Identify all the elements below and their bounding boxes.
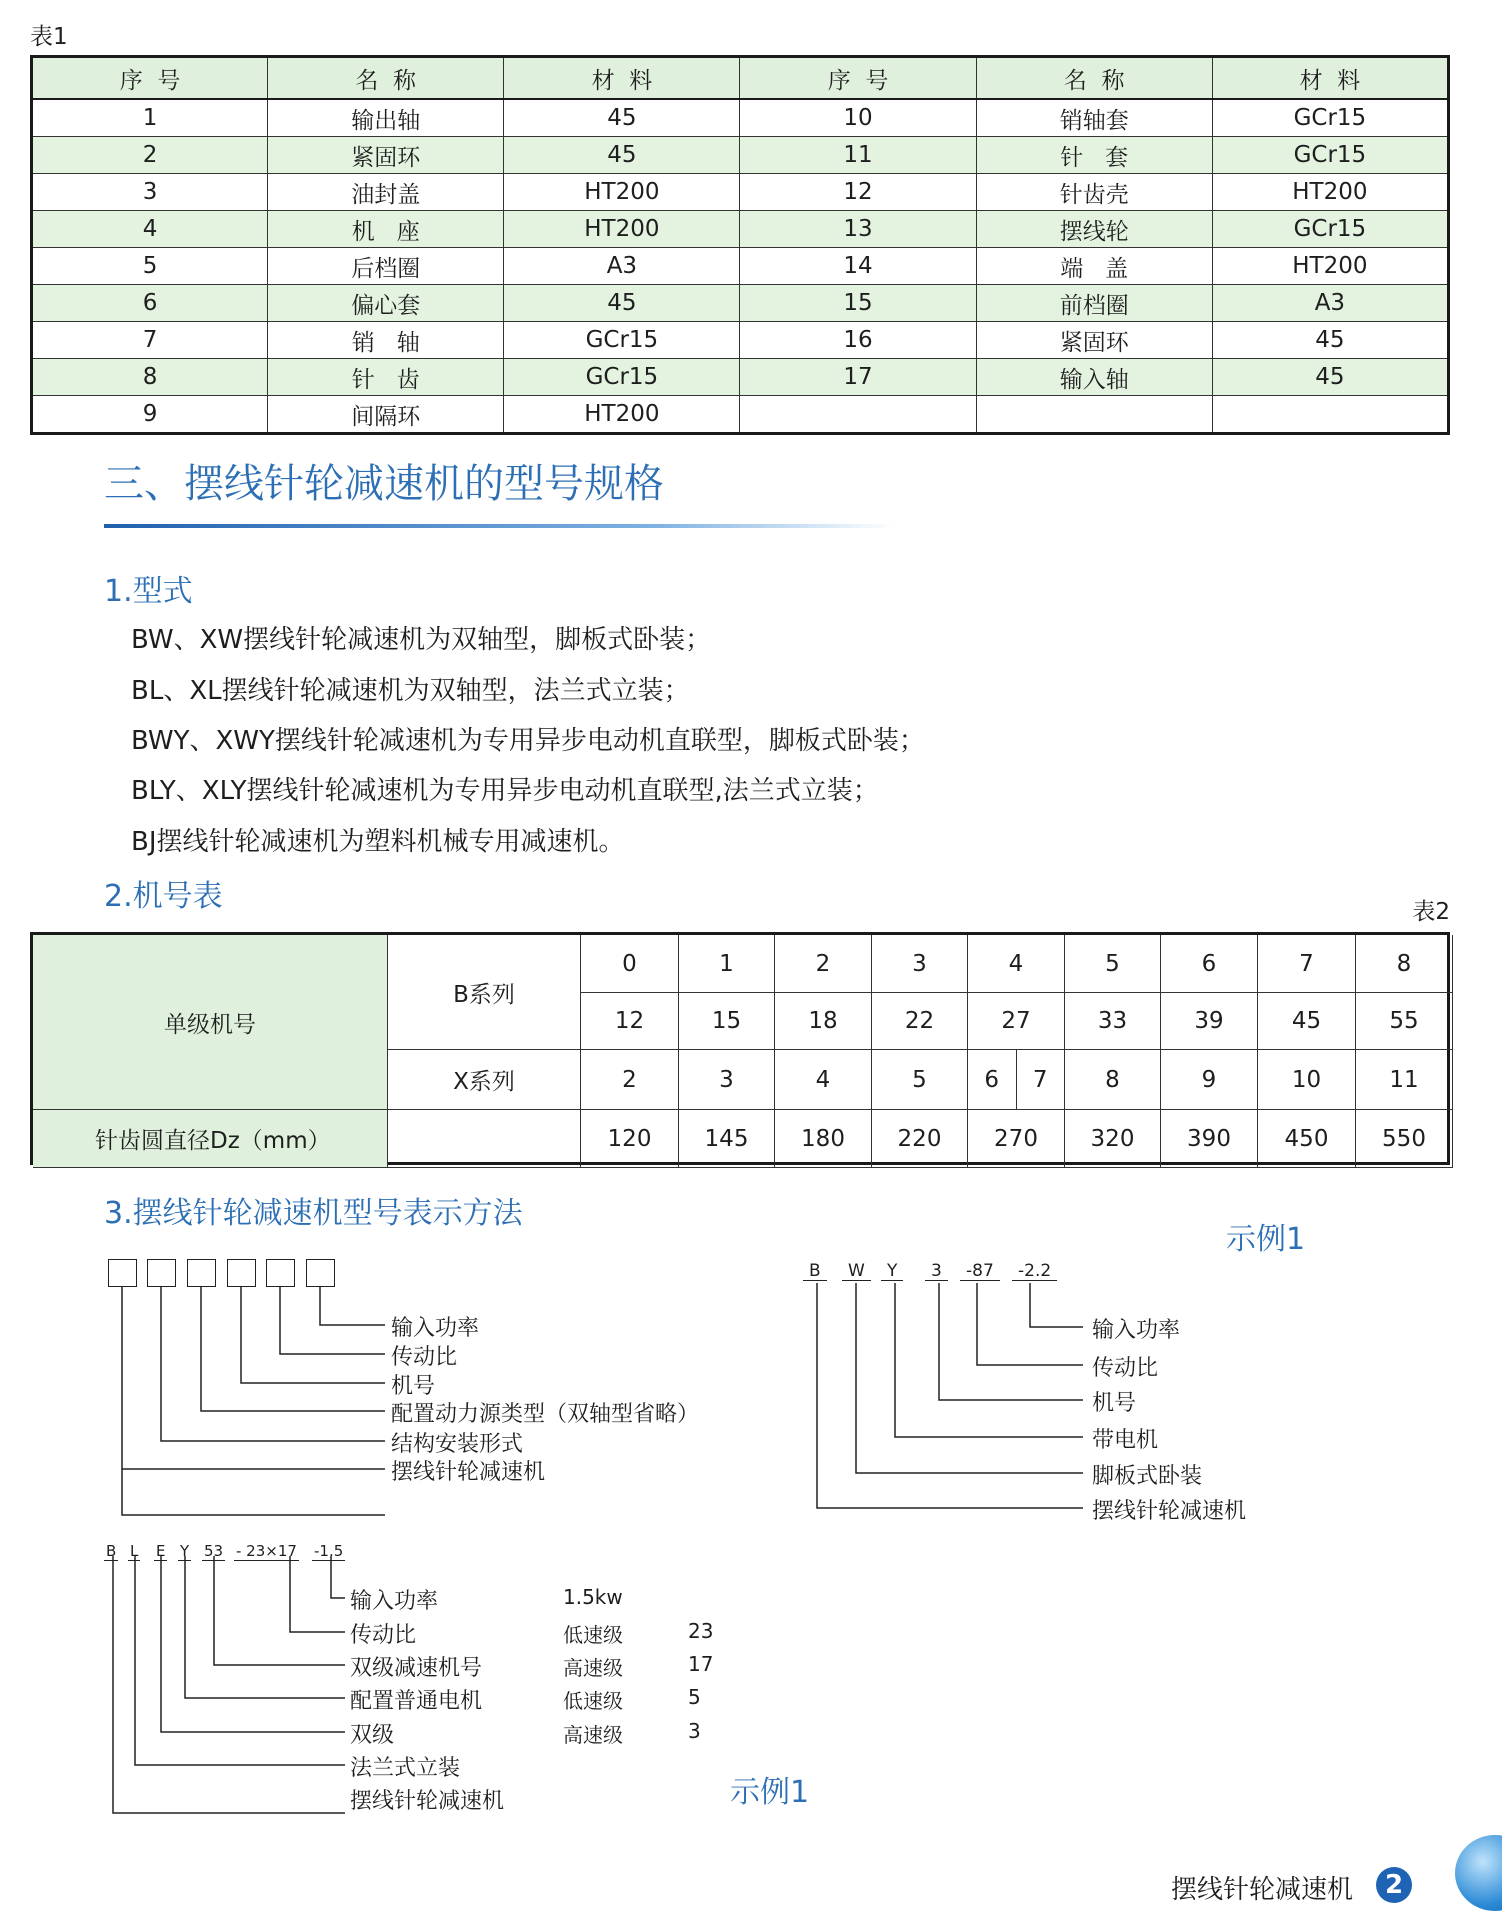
example1-label: 带电机 <box>1092 1428 1159 1453</box>
leader-line <box>161 1556 345 1732</box>
table-cell: 13 <box>740 211 976 248</box>
b-series-size: 45 <box>1258 993 1356 1050</box>
example1-label: 输入功率 <box>1092 1318 1181 1343</box>
code-placeholder-box <box>147 1259 176 1287</box>
table-cell: 端 盖 <box>976 248 1212 285</box>
table-cell: 针 套 <box>976 137 1212 174</box>
table-cell: 针 齿 <box>268 359 504 396</box>
example2-detail-label: 1.5kw <box>563 1585 623 1609</box>
table-cell: A3 <box>504 248 740 285</box>
example2-detail-value: 17 <box>688 1652 714 1676</box>
x-series-number: 9 <box>1161 1050 1258 1110</box>
column-header: 名 称 <box>976 57 1212 100</box>
table-cell: GCr15 <box>1212 99 1448 137</box>
b-series-size: 33 <box>1065 993 1161 1050</box>
table-cell: 后档圈 <box>268 248 504 285</box>
b-series-size: 39 <box>1161 993 1258 1050</box>
generic-label: 传动比 <box>391 1345 458 1370</box>
table-cell: 16 <box>740 322 976 359</box>
b-series-number: 4 <box>968 935 1065 993</box>
b-series-size: 15 <box>679 993 775 1050</box>
table-cell: 输出轴 <box>268 99 504 137</box>
dz-value: 550 <box>1356 1110 1453 1168</box>
leader-line <box>185 1556 345 1698</box>
leader-line <box>113 1556 345 1813</box>
column-header: 材 料 <box>504 57 740 100</box>
example2-detail-label: 高速级 <box>563 1723 623 1747</box>
table-cell: 油封盖 <box>268 174 504 211</box>
example2-detail-label: 低速级 <box>563 1623 623 1647</box>
table-cell: 销轴套 <box>976 99 1212 137</box>
example1-code: Y <box>881 1262 903 1281</box>
table-cell: HT200 <box>504 174 740 211</box>
table1-label: 表1 <box>30 24 68 50</box>
table-cell: GCr15 <box>1212 211 1448 248</box>
x-series-number: 3 <box>679 1050 775 1110</box>
leader-line <box>856 1283 1083 1473</box>
b-series-number: 2 <box>775 935 872 993</box>
table-cell: 紧固环 <box>976 322 1212 359</box>
type-line: BW、XW摆线针轮减速机为双轴型，脚板式卧装； <box>131 625 712 655</box>
table-cell: 14 <box>740 248 976 285</box>
example2-label: 双级减速机号 <box>350 1656 483 1681</box>
generic-label: 结构安装形式 <box>391 1432 524 1457</box>
column-header: 名 称 <box>268 57 504 100</box>
x-series-number: 2 <box>581 1050 679 1110</box>
b-series-size: 22 <box>872 993 968 1050</box>
table-cell: 针齿壳 <box>976 174 1212 211</box>
table-cell: 机 座 <box>268 211 504 248</box>
example2-code: E <box>156 1542 166 1560</box>
table-cell: GCr15 <box>504 322 740 359</box>
dz-value: 220 <box>872 1110 968 1168</box>
table-cell: A3 <box>1212 285 1448 322</box>
type-line: BWY、XWY摆线针轮减速机为专用异步电动机直联型，脚板式卧装； <box>131 726 925 756</box>
example2-label: 法兰式立装 <box>350 1756 461 1781</box>
subsection-notation-title: 3.摆线针轮减速机型号表示方法 <box>104 1196 523 1231</box>
example1-code: B <box>803 1262 827 1281</box>
example2-code: Y <box>180 1542 190 1560</box>
b-series-number: 7 <box>1258 935 1356 993</box>
example2-label: 输入功率 <box>350 1589 439 1614</box>
dz-value: 120 <box>581 1110 679 1168</box>
dz-value: 270 <box>968 1110 1065 1168</box>
example2-label: 传动比 <box>350 1623 417 1648</box>
example1-label: 脚板式卧装 <box>1092 1464 1203 1489</box>
x-series-number: 4 <box>775 1050 872 1110</box>
example1-code: -2.2 <box>1012 1262 1057 1281</box>
leader-line <box>817 1283 1083 1508</box>
table-cell: HT200 <box>504 396 740 434</box>
column-header: 材 料 <box>1212 57 1448 100</box>
b-series-size: 27 <box>968 993 1065 1050</box>
table-cell: HT200 <box>504 211 740 248</box>
dz-value: 390 <box>1161 1110 1258 1168</box>
code-placeholder-box <box>266 1259 295 1287</box>
subsection-model-title: 2.机号表 <box>104 879 223 914</box>
table-cell: 6 <box>32 285 268 322</box>
generic-label: 机号 <box>391 1374 436 1399</box>
type-line: BJ摆线针轮减速机为塑料机械专用减速机。 <box>131 827 625 857</box>
table-cell: 2 <box>32 137 268 174</box>
x-series-label: X系列 <box>388 1050 581 1110</box>
table-cell: 9 <box>32 396 268 434</box>
column-header: 序 号 <box>740 57 976 100</box>
table-cell: 12 <box>740 174 976 211</box>
leader-line <box>939 1283 1083 1400</box>
leader-line <box>214 1556 345 1665</box>
x-series-number: 5 <box>872 1050 968 1110</box>
x-series-number: 8 <box>1065 1050 1161 1110</box>
footer-title: 摆线针轮减速机 <box>1171 1875 1354 1905</box>
x-series-number: 7 <box>1032 1066 1048 1093</box>
example2-code: -1.5 <box>314 1542 344 1560</box>
leader-line <box>161 1287 385 1441</box>
table-cell: 45 <box>1212 322 1448 359</box>
b-series-number: 5 <box>1065 935 1161 993</box>
dz-label: 针齿圆直径Dz（mm） <box>33 1110 388 1168</box>
example2-code: - 23×17 <box>236 1542 297 1560</box>
type-line: BL、XL摆线针轮减速机为双轴型，法兰式立装； <box>131 676 690 706</box>
code-placeholder-box <box>227 1259 256 1287</box>
example1-label: 传动比 <box>1092 1356 1159 1381</box>
table-cell: 1 <box>32 99 268 137</box>
table-cell: 偏心套 <box>268 285 504 322</box>
table-cell: 45 <box>504 99 740 137</box>
example2-detail-label: 高速级 <box>563 1656 623 1680</box>
table-cell: 前档圈 <box>976 285 1212 322</box>
table-cell: 输入轴 <box>976 359 1212 396</box>
generic-label: 输入功率 <box>391 1316 480 1341</box>
table-cell: 5 <box>32 248 268 285</box>
b-series-number: 3 <box>872 935 968 993</box>
example2-detail-value: 3 <box>688 1719 701 1743</box>
example2-title: 示例1 <box>730 1775 810 1810</box>
leader-line <box>1030 1283 1083 1327</box>
example1-code: -87 <box>960 1262 1000 1281</box>
table-cell: 4 <box>32 211 268 248</box>
leader-line <box>290 1556 345 1632</box>
leader-line <box>122 1469 385 1515</box>
b-series-number: 6 <box>1161 935 1258 993</box>
table-cell: 摆线轮 <box>976 211 1212 248</box>
code-placeholder-box <box>187 1259 216 1287</box>
b-series-label: B系列 <box>388 935 581 1050</box>
table-cell: 10 <box>740 99 976 137</box>
x-series-number: 10 <box>1258 1050 1356 1110</box>
table-cell: 紧固环 <box>268 137 504 174</box>
example2-label: 配置普通电机 <box>350 1689 483 1714</box>
example2-detail-value: 23 <box>688 1619 714 1643</box>
leader-line <box>241 1287 385 1383</box>
example1-code: 3 <box>925 1262 948 1281</box>
dz-value: 450 <box>1258 1110 1356 1168</box>
b-series-size: 18 <box>775 993 872 1050</box>
table-cell: 15 <box>740 285 976 322</box>
column-header: 序 号 <box>32 57 268 100</box>
single-stage-label: 单级机号 <box>33 935 388 1110</box>
b-series-number: 8 <box>1356 935 1453 993</box>
table-cell: HT200 <box>1212 174 1448 211</box>
table-cell: GCr15 <box>1212 137 1448 174</box>
leader-line <box>320 1287 385 1325</box>
example1-code: W <box>842 1262 871 1281</box>
b-series-number: 0 <box>581 935 679 993</box>
table-cell: 45 <box>504 137 740 174</box>
table-cell: 8 <box>32 359 268 396</box>
leader-line <box>280 1287 385 1354</box>
leader-line <box>895 1283 1083 1437</box>
table-cell: 45 <box>504 285 740 322</box>
example1-label: 机号 <box>1092 1391 1137 1416</box>
leader-line <box>135 1556 345 1765</box>
leader-line <box>331 1556 345 1598</box>
table-cell: 3 <box>32 174 268 211</box>
code-placeholder-box <box>306 1259 335 1287</box>
table-cell: 45 <box>1212 359 1448 396</box>
table-cell: GCr15 <box>504 359 740 396</box>
b-series-size: 55 <box>1356 993 1453 1050</box>
table-cell: 17 <box>740 359 976 396</box>
type-line: BLY、XLY摆线针轮减速机为专用异步电动机直联型,法兰式立装； <box>131 776 879 806</box>
subsection-type-title: 1.型式 <box>104 574 193 609</box>
b-series-number: 1 <box>679 935 775 993</box>
x-series-number: 11 <box>1356 1050 1453 1110</box>
b-series-size: 12 <box>581 993 679 1050</box>
table-cell: HT200 <box>1212 248 1448 285</box>
dz-value: 145 <box>679 1110 775 1168</box>
example1-title: 示例1 <box>1226 1222 1306 1257</box>
dz-value: 320 <box>1065 1110 1161 1168</box>
leader-line <box>201 1287 385 1411</box>
table-cell: 销 轴 <box>268 322 504 359</box>
section-title: 三、摆线针轮减速机的型号规格 <box>104 461 664 507</box>
example2-label: 双级 <box>350 1723 395 1748</box>
x-series-number: 6 <box>968 1050 1017 1109</box>
code-placeholder-box <box>108 1259 137 1287</box>
dz-value: 180 <box>775 1110 872 1168</box>
table-cell: 间隔环 <box>268 396 504 434</box>
example2-code: B <box>106 1542 117 1560</box>
example2-label: 摆线针轮减速机 <box>350 1789 505 1814</box>
table2-label: 表2 <box>1412 899 1450 925</box>
table-cell: 11 <box>740 137 976 174</box>
generic-label: 摆线针轮减速机 <box>391 1460 546 1485</box>
example2-code: L <box>130 1542 139 1560</box>
example1-label: 摆线针轮减速机 <box>1092 1499 1247 1524</box>
page-number-badge: 2 <box>1376 1867 1412 1903</box>
example2-code: 53 <box>204 1542 224 1560</box>
table-cell: 7 <box>32 322 268 359</box>
generic-label: 配置动力源类型（双轴型省略） <box>391 1402 700 1427</box>
example2-detail-label: 低速级 <box>563 1689 623 1713</box>
example2-detail-value: 5 <box>688 1685 701 1709</box>
